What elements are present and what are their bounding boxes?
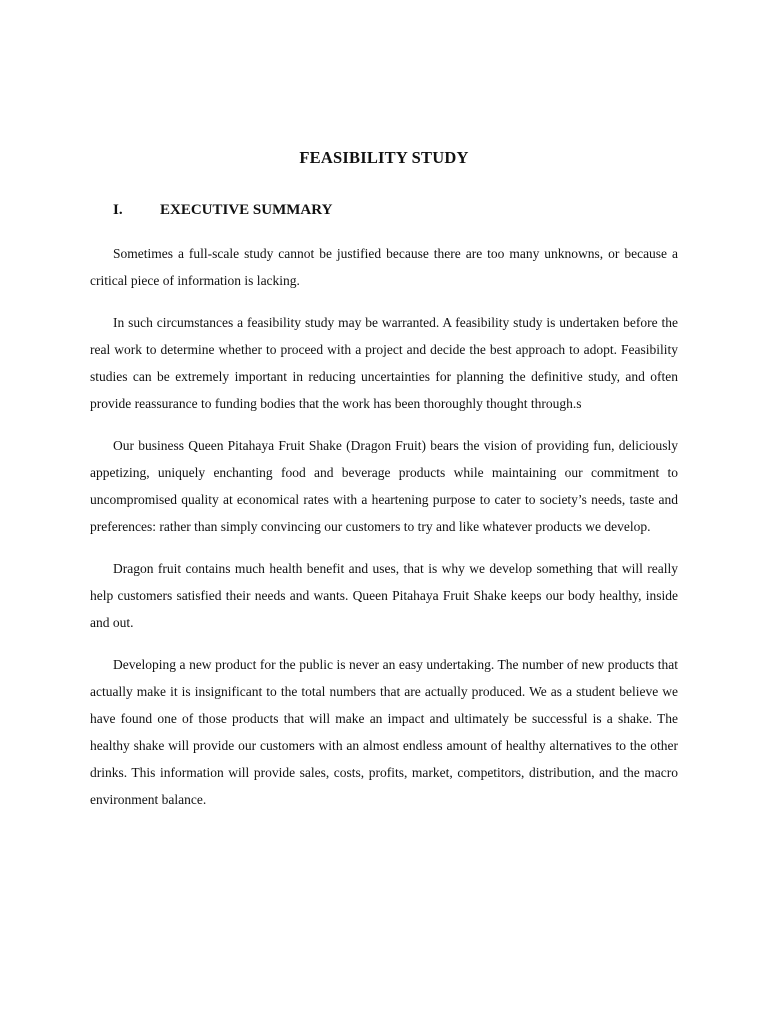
paragraph-3: Our business Queen Pitahaya Fruit Shake (Dragon Fruit) bears the vision of providing fun, deliciously appetizing, uniquely enchanting food and beverage products while maintaining our commitment to uncompromised quality at economical rates with a heartening purpose to cater to society’s needs, taste and preferences: rather than simply convincing our customers to try and like whatever products we develop. xyxy=(90,438,678,534)
section-heading xyxy=(113,202,332,219)
paragraph-2: In such circumstances a feasibility study may be warranted. A feasibility study is undertaken before the real work to determine whether to proceed with a project and decide the best approach to adopt. Feasibility studies can be extremely important in reducing uncertainties for planning the definitive study, and often provide reassurance to funding bodies that the work has been thoroughly thought through.s xyxy=(90,315,678,411)
paragraph-4: Dragon fruit contains much health benefit and uses, that is why we develop something that will really help customers satisfied their needs and wants. Queen Pitahaya Fruit Shake keeps our body healthy, inside and out. xyxy=(90,561,678,630)
document-body xyxy=(90,240,678,828)
paragraph-1: Sometimes a full-scale study cannot be justified because there are too many unknowns, or because a critical piece of information is lacking. xyxy=(90,246,678,288)
paragraph-5: Developing a new product for the public is never an easy undertaking. The number of new products that actually make it is insignificant to the total numbers that are actually produced. We as a student believe we have found one of those products that will make an impact and ultimately be successful is a shake. The healthy shake will provide our customers with an almost endless amount of healthy alternatives to the other drinks. This information will provide sales, costs, profits, market, competitors, distribution, and the macro environment balance. xyxy=(90,657,678,807)
section-number: I. xyxy=(113,202,123,218)
section-title: EXECUTIVE SUMMARY xyxy=(160,202,333,218)
document-title: FEASIBILITY STUDY xyxy=(299,148,469,167)
